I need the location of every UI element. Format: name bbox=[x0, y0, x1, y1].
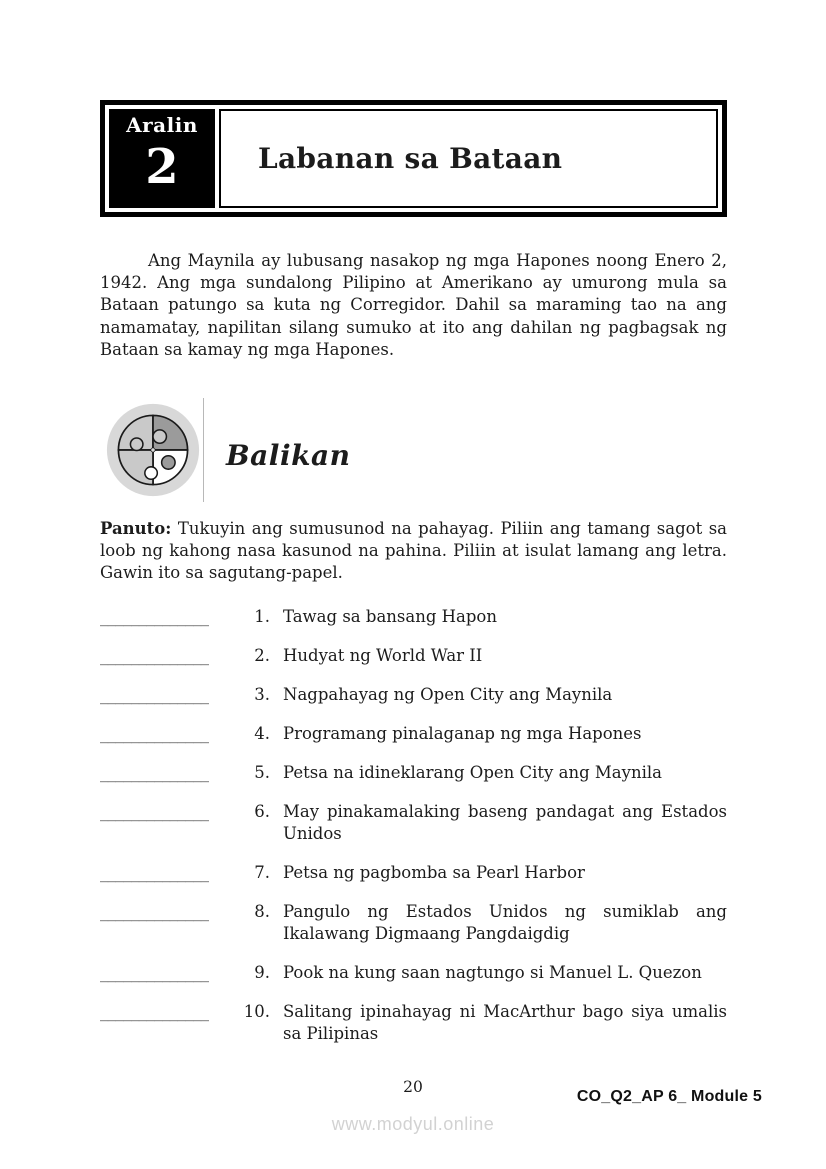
item-number: 9. bbox=[254, 962, 270, 982]
quiz-row-3 bbox=[100, 684, 727, 706]
answer-blank: ______________ bbox=[100, 862, 209, 882]
lesson-title-box bbox=[219, 109, 718, 208]
answer-blank: ______________ bbox=[100, 762, 209, 782]
item-text: Hudyat ng World War II bbox=[283, 645, 483, 665]
item-number: 2. bbox=[254, 645, 270, 665]
quiz-row-6 bbox=[100, 801, 727, 845]
item-text: Petsa na idineklarang Open City ang Maynila bbox=[283, 762, 662, 782]
page-number: 20 bbox=[403, 1078, 423, 1096]
answer-blank: ______________ bbox=[100, 645, 209, 665]
lesson-number: 2 bbox=[145, 139, 179, 195]
answer-blank: ______________ bbox=[100, 801, 209, 821]
item-text: Pangulo ng Estados Unidos ng sumiklab ang Ikalawang Digmaang Pangdaigdig bbox=[283, 901, 727, 943]
item-number: 10. bbox=[243, 1001, 270, 1021]
item-number: 8. bbox=[254, 901, 270, 921]
item-text: Petsa ng pagbomba sa Pearl Harbor bbox=[283, 862, 585, 882]
section-header bbox=[100, 398, 727, 502]
quiz-row-1 bbox=[100, 606, 727, 628]
instructions-text: Tukuyin ang sumusunod na pahayag. Piliin ang tamang sagot sa loob ng kahong nasa kasunod na pahina. Piliin at isulat lamang ang letra. Gawin ito sa sagutang-papel. bbox=[100, 519, 727, 583]
lesson-title: Labanan sa Bataan bbox=[258, 142, 563, 175]
quiz-row-10 bbox=[100, 1001, 727, 1045]
answer-blank: ______________ bbox=[100, 962, 209, 982]
intro-paragraph: Ang Maynila ay lubusang nasakop ng mga Hapones noong Enero 2, 1942. Ang mga sundalong Pilipino at Amerikano ay umurong mula sa Bataan patungo sa kuta ng Corregidor. Dahil sa maraming tao na ang namamatay, napilitan silang sumuko at ito ang dahilan ng pagbagsak ng Bataan sa kamay ng mga Hapones. bbox=[100, 251, 727, 359]
quiz-row-7 bbox=[100, 862, 727, 884]
quiz-row-4 bbox=[100, 723, 727, 745]
answer-blank: ______________ bbox=[100, 606, 209, 626]
item-number: 3. bbox=[254, 684, 270, 704]
item-number: 1. bbox=[254, 606, 270, 626]
answer-blank: ______________ bbox=[100, 684, 209, 704]
lesson-badge bbox=[109, 109, 215, 208]
item-text: Nagpahayag ng Open City ang Maynila bbox=[283, 684, 613, 704]
item-text: May pinakamalaking baseng pandagat ang Estados Unidos bbox=[283, 801, 727, 843]
item-text: Salitang ipinahayag ni MacArthur bago siya umalis sa Pilipinas bbox=[283, 1001, 727, 1043]
lesson-label: Aralin bbox=[126, 113, 198, 137]
quiz-row-8 bbox=[100, 901, 727, 945]
quiz-list bbox=[100, 606, 727, 1045]
answer-blank: ______________ bbox=[100, 901, 209, 921]
section-title: Balikan bbox=[226, 438, 351, 472]
module-code: CO_Q2_AP 6_ Module 5 bbox=[576, 1088, 762, 1105]
quiz-row-9 bbox=[100, 962, 727, 984]
instructions-paragraph bbox=[100, 518, 727, 585]
item-text: Programang pinalaganap ng mga Hapones bbox=[283, 723, 642, 743]
answer-blank: ______________ bbox=[100, 723, 209, 743]
answer-blank: ______________ bbox=[100, 1001, 209, 1021]
item-text: Tawag sa bansang Hapon bbox=[283, 606, 497, 626]
quiz-row-2 bbox=[100, 645, 727, 667]
item-number: 7. bbox=[254, 862, 270, 882]
instructions-label: Panuto: bbox=[100, 519, 172, 539]
watermark: www.modyul.online bbox=[331, 1114, 495, 1134]
quiz-row-5 bbox=[100, 762, 727, 784]
lesson-header bbox=[100, 100, 727, 217]
item-text: Pook na kung saan nagtungo si Manuel L. Quezon bbox=[283, 962, 702, 982]
section-divider bbox=[203, 398, 204, 502]
item-number: 4. bbox=[254, 723, 270, 743]
item-number: 5. bbox=[254, 762, 270, 782]
puzzle-circle-icon bbox=[105, 402, 201, 498]
item-number: 6. bbox=[254, 801, 270, 821]
